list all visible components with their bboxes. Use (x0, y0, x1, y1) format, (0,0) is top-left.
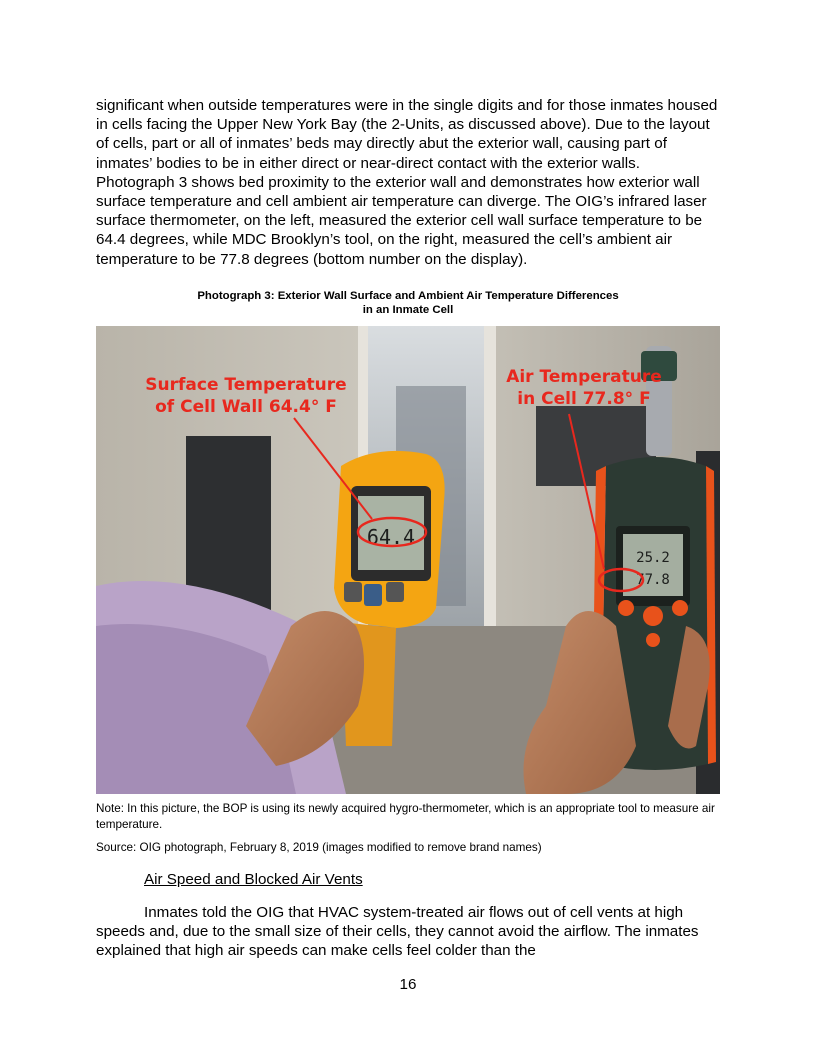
svg-text:77.8: 77.8 (636, 572, 670, 588)
section-heading: Air Speed and Blocked Air Vents (144, 871, 363, 888)
overlay-left-line-1: Surface Temperature (145, 375, 347, 395)
caption-line-1: Photograph 3: Exterior Wall Surface and Ambient Air Temperature Differences (197, 290, 619, 302)
svg-text:25.2: 25.2 (636, 550, 670, 566)
overlay-right-line-1: Air Temperature (506, 367, 662, 387)
overlay-left-line-2: of Cell Wall 64.4° F (155, 397, 337, 417)
page-number: 16 (399, 976, 417, 993)
body-paragraph-2: Inmates told the OIG that HVAC system-treated air flows out of cell vents at high speeds and, due to the small size of their cells, they cannot avoid the airflow. The inmates explained that high air speeds can make cells feel colder than the (96, 904, 699, 960)
figure-caption (96, 290, 720, 317)
figure-note: Note: In this picture, the BOP is using its newly acquired hygro-thermometer, which is an appropriate tool to measure air temperature. (96, 802, 715, 831)
svg-text:64.4: 64.4 (366, 525, 416, 549)
photograph (96, 326, 720, 794)
caption-line-2: in an Inmate Cell (362, 303, 454, 316)
figure-source: Source: OIG photograph, February 8, 2019 (images modified to remove brand names) (96, 841, 542, 854)
body-paragraph: significant when outside temperatures were in the single digits and for those inmates housed in cells facing the Upper New York Bay (the 2-Units, as discussed above). Due to the layout of cells, part or all of inmates’ beds may directly abut the exterior wall, causing part of inmates’ bodies to be in either direct or near-direct contact with the exterior walls. Photograph 3 shows bed proximity to the exterior wall and demonstrates how exterior wall surface temperature and cell ambient air temperature can diverge. The OIG’s infrared laser surface thermometer, on the left, measured the exterior cell wall surface temperature to be 64.4 degrees, while MDC Brooklyn’s tool, on the right, measured the cell’s ambient air temperature to be 77.8 degrees (bottom number on the display). (96, 97, 718, 268)
overlay-right-line-2: in Cell 77.8° F (517, 389, 651, 409)
